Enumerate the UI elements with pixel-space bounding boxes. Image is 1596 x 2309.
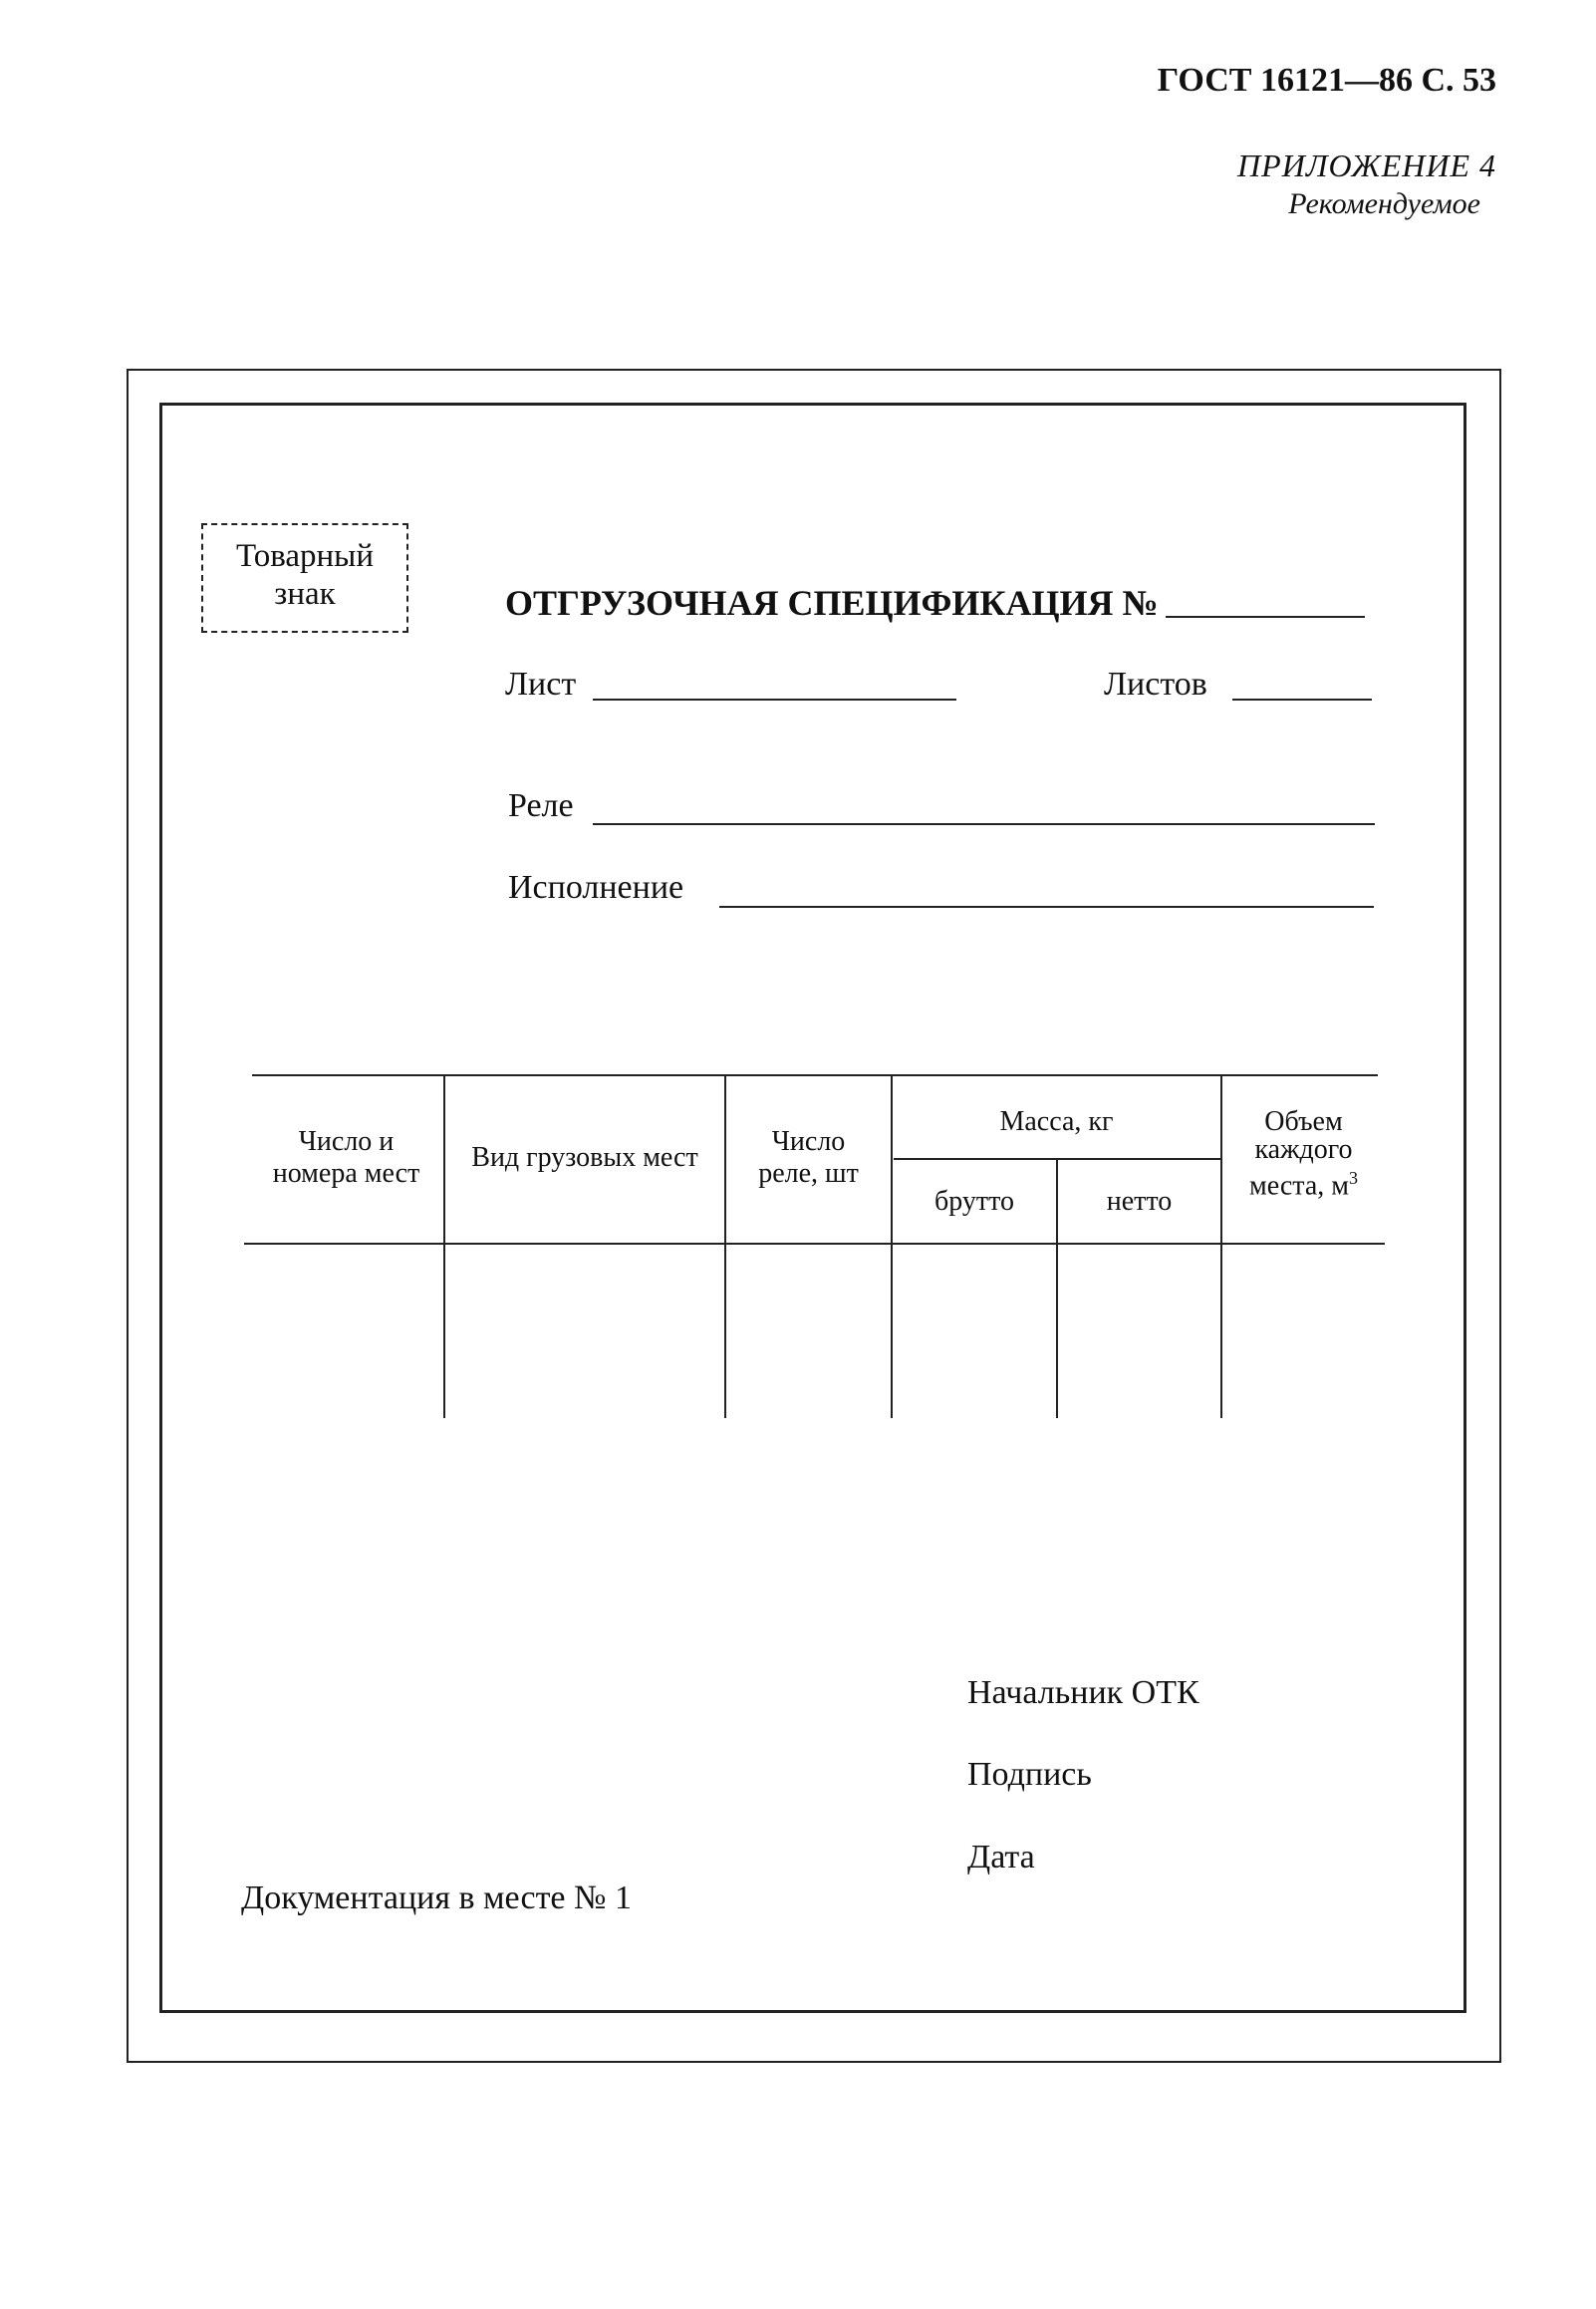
- relay-label: Реле: [508, 787, 574, 824]
- col-divider-1: [443, 1074, 445, 1418]
- col-volume-header: [1222, 1108, 1385, 1200]
- col-relay-count-line1: Число: [771, 1126, 846, 1157]
- appendix-title: ПРИЛОЖЕНИЕ 4: [1237, 147, 1496, 183]
- execution-label: Исполнение: [508, 869, 684, 906]
- col-volume-line1: Объем: [1264, 1106, 1343, 1137]
- col-mass-header: Масса, кг: [999, 1106, 1114, 1137]
- col-net-header: нетто: [1106, 1186, 1173, 1217]
- spec-number-line: [1166, 616, 1365, 618]
- col-cargo-type-header: Вид грузовых мест: [471, 1142, 698, 1173]
- col-relay-count-line2: реле, шт: [758, 1158, 859, 1189]
- trademark-line1: Товарный: [236, 538, 374, 574]
- signature-label: Подпись: [967, 1756, 1092, 1793]
- page-reference: ГОСТ 16121—86 С. 53: [1157, 62, 1496, 99]
- otk-head-label: Начальник ОТК: [967, 1674, 1199, 1711]
- col-volume-line3-wrap: [1222, 1164, 1385, 1200]
- col-volume-line3: места, м: [1249, 1170, 1349, 1202]
- col-places-line1: Число и: [298, 1126, 395, 1157]
- col-relay-count-header: [726, 1126, 891, 1190]
- mass-split-line: [894, 1158, 1222, 1160]
- col-volume-line2: каждого: [1254, 1134, 1353, 1165]
- sheet-label: Лист: [505, 666, 577, 703]
- shipment-table: [244, 1074, 1385, 1418]
- spec-title: ОТГРУЗОЧНАЯ СПЕЦИФИКАЦИЯ №: [505, 583, 1159, 623]
- col-places-header: [249, 1126, 443, 1190]
- sheets-label: Листов: [1104, 666, 1207, 703]
- col-volume-superscript: 3: [1349, 1168, 1358, 1188]
- col-places-line2: номера мест: [272, 1158, 420, 1189]
- col-gross-header: брутто: [934, 1186, 1014, 1217]
- table-top-line: [252, 1074, 1378, 1076]
- sheets-line: [1232, 699, 1372, 701]
- date-label: Дата: [967, 1839, 1035, 1876]
- table-header-bottom-line: [244, 1243, 1385, 1245]
- trademark-line2: знак: [274, 576, 336, 612]
- trademark-box: [201, 523, 408, 633]
- documentation-note: Документация в месте № 1: [241, 1879, 632, 1916]
- appendix-note: Рекомендуемое: [1288, 187, 1480, 220]
- sheet-line: [593, 699, 956, 701]
- execution-line: [719, 906, 1374, 908]
- relay-line: [593, 823, 1375, 825]
